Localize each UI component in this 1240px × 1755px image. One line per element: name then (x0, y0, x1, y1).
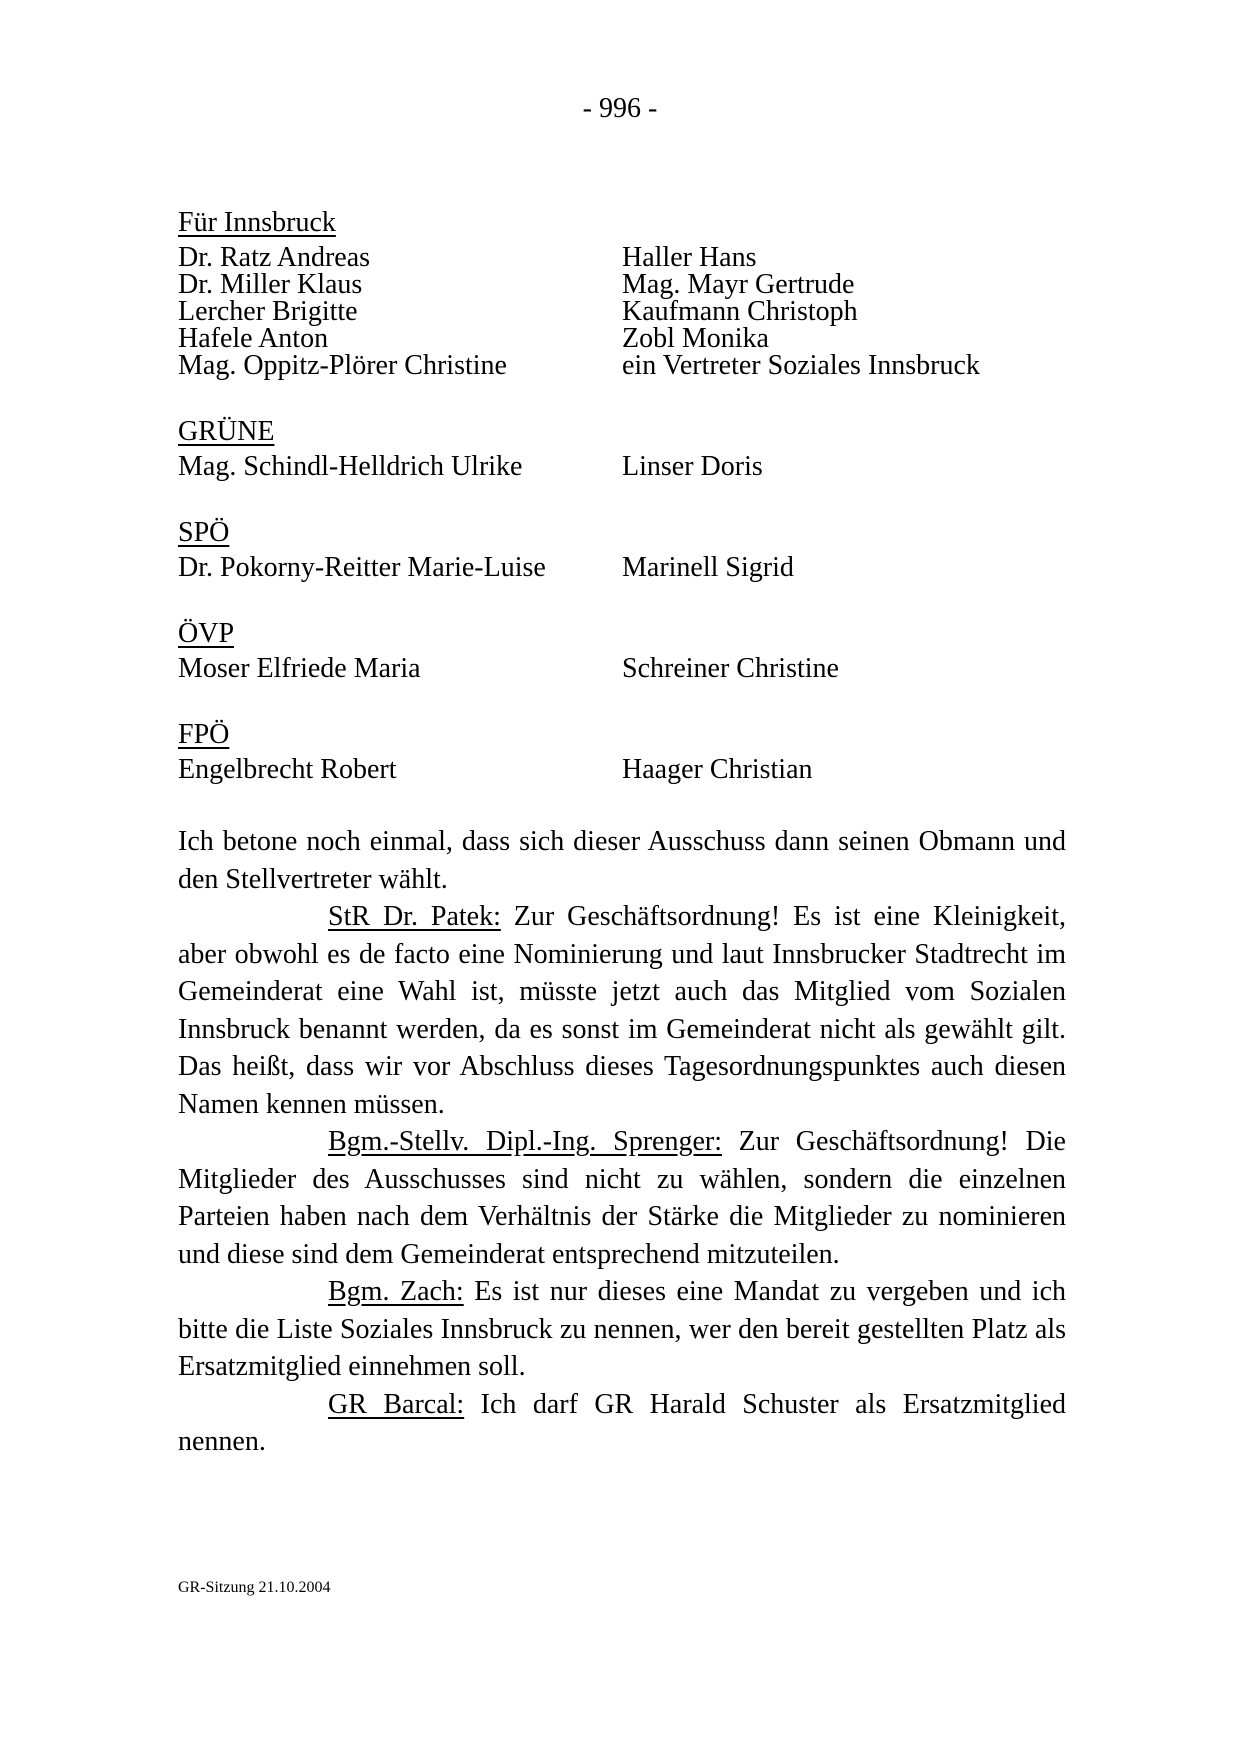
member-columns (178, 554, 1066, 581)
member: Linser Doris (622, 451, 763, 482)
party-fuer-innsbruck (178, 206, 1066, 379)
member-columns (178, 453, 1066, 480)
statement-paragraph (178, 1123, 1066, 1273)
speaker-name: GR Barcal: (328, 1388, 465, 1420)
members-left (178, 756, 622, 783)
party-name: Für Innsbruck (178, 207, 336, 238)
member: Mag. Oppitz-Plörer Christine (178, 350, 507, 381)
member-columns (178, 244, 1066, 379)
members-left (178, 453, 622, 480)
page-number: - 996 - (582, 93, 658, 124)
members-left (178, 655, 622, 682)
member: Zobl Monika (622, 323, 769, 354)
footer-session-date: GR-Sitzung 21.10.2004 (178, 1579, 331, 1596)
members-left (178, 244, 622, 379)
members-right (622, 655, 1066, 682)
member: Marinell Sigrid (622, 552, 794, 583)
member: Lercher Brigitte (178, 296, 358, 327)
member: Haager Christian (622, 754, 813, 785)
member-columns (178, 655, 1066, 682)
members-right (622, 756, 1066, 783)
member: Mag. Mayr Gertrude (622, 269, 855, 300)
party-spoe (178, 516, 1066, 581)
member: Hafele Anton (178, 323, 329, 354)
statement-text: Ich betone noch einmal, dass sich dieser Ausschuss dann seinen Obmann und den Stellvertreter wählt. (178, 826, 1066, 895)
party-name: ÖVP (178, 618, 235, 649)
member: Dr. Pokorny-Reitter Marie-Luise (178, 552, 546, 583)
member: ein Vertreter Soziales Innsbruck (622, 350, 980, 381)
members-right (622, 554, 1066, 581)
member: Mag. Schindl-Helldrich Ulrike (178, 451, 523, 482)
party-fpoe (178, 718, 1066, 783)
statement-paragraph (178, 823, 1066, 898)
statement-paragraph (178, 898, 1066, 1123)
member: Dr. Ratz Andreas (178, 242, 371, 273)
members-right (622, 453, 1066, 480)
speaker-name: StR Dr. Patek: (328, 901, 501, 932)
member: Engelbrecht Robert (178, 754, 397, 785)
party-name: SPÖ (178, 517, 230, 548)
statement-text: Zur Geschäftsordnung! Die Mitglieder des Ausschusses sind nicht zu wählen, sondern die einzelnen Parteien haben nach dem Verhältnis der Stärke die Mitglieder zu nominieren und diese sind dem Gemeinderat entsprechend mitzuteilen. (178, 1126, 1066, 1270)
member: Moser Elfriede Maria (178, 653, 421, 684)
member: Dr. Miller Klaus (178, 269, 363, 300)
speaker-name: Bgm.-Stellv. Dipl.-Ing. Sprenger: (328, 1126, 722, 1157)
members-right (622, 244, 1066, 379)
party-gruene (178, 415, 1066, 480)
statement-text: Es ist nur dieses eine Mandat zu vergeben und ich bitte die Liste Soziales Innsbruck zu nennen, wer den bereit gestellten Platz als Ersatzmitglied einnehmen soll. (178, 1276, 1066, 1382)
transcript (178, 823, 1066, 1461)
speaker-name: Bgm. Zach: (328, 1276, 464, 1307)
statement-paragraph (178, 1273, 1066, 1386)
member: Schreiner Christine (622, 653, 839, 684)
statement-text: Zur Geschäftsordnung! Es ist eine Kleinigkeit, aber obwohl es de facto eine Nominierung und laut Innsbrucker Stadtrecht im Gemeinderat eine Wahl ist, müsste jetzt auch das Mitglied vom Sozialen Innsbruck benannt werden, da es sonst im Gemeinderat nicht als gewählt gilt. Das heißt, dass wir vor Abschluss dieses Tagesordnungspunktes auch diesen Namen kennen müssen. (178, 901, 1066, 1120)
member: Kaufmann Christoph (622, 296, 858, 327)
member: Haller Hans (622, 242, 757, 273)
party-name: FPÖ (178, 719, 230, 750)
document-body (178, 206, 1066, 1461)
party-oevp (178, 617, 1066, 682)
member-columns (178, 756, 1066, 783)
party-name: GRÜNE (178, 416, 275, 447)
statement-paragraph (178, 1386, 1066, 1461)
members-left (178, 554, 622, 581)
statement-text: Ich darf GR Harald Schuster als Ersatzmitglied nennen. (178, 1388, 1066, 1457)
